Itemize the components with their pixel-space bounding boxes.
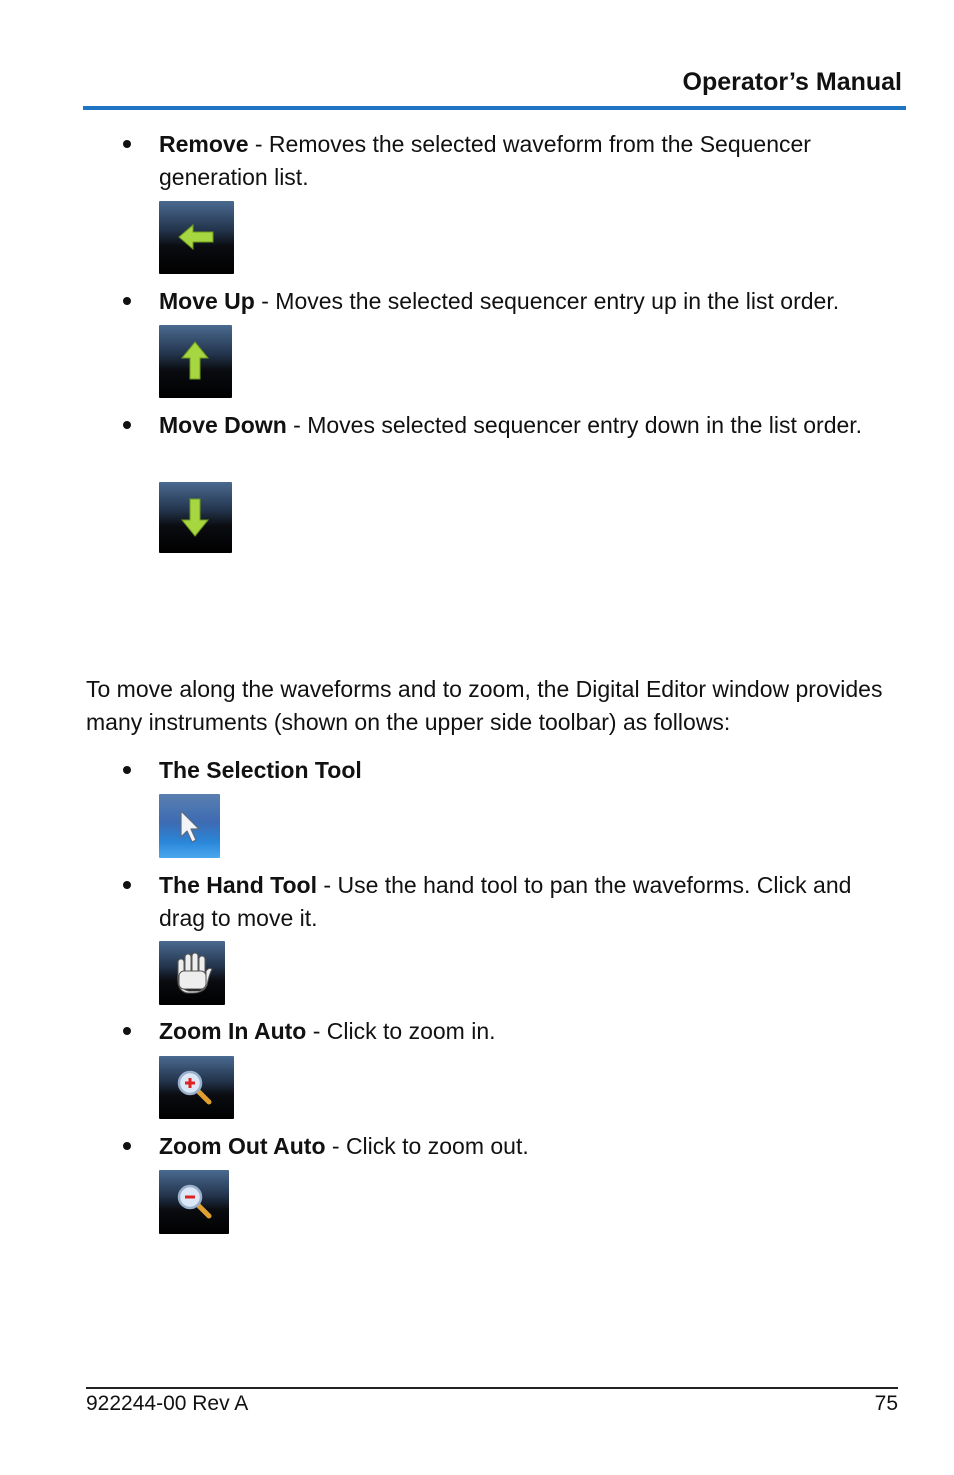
header-rule <box>83 106 906 110</box>
remove-button-icon <box>159 201 234 274</box>
bullet <box>123 881 131 889</box>
zoom-in-button-icon <box>159 1056 234 1119</box>
list-item-move-up <box>159 285 899 318</box>
item-term: Remove <box>159 131 249 157</box>
bullet <box>123 421 131 429</box>
item-term: The Selection Tool <box>159 757 362 783</box>
cursor-arrow-icon <box>159 794 220 858</box>
document-id: 922244-00 Rev A <box>86 1392 249 1415</box>
bullet <box>123 766 131 774</box>
bullet <box>123 297 131 305</box>
item-term: Zoom Out Auto <box>159 1133 326 1159</box>
item-description: - Click to zoom in. <box>306 1018 496 1044</box>
item-description: - Removes the selected waveform from the Sequencer generation list. <box>159 131 811 190</box>
move-down-button-icon <box>159 482 232 553</box>
arrow-up-icon <box>159 325 232 398</box>
zoom-out-button-icon <box>159 1170 229 1234</box>
bullet <box>123 1027 131 1035</box>
footer-rule <box>86 1387 898 1389</box>
item-description: - Click to zoom out. <box>325 1133 529 1159</box>
item-term: Move Up <box>159 288 255 314</box>
list-item-selection-tool <box>159 754 899 787</box>
running-header-title: Operator’s Manual <box>682 68 902 96</box>
move-up-button-icon <box>159 325 232 398</box>
item-term: Zoom In Auto <box>159 1018 307 1044</box>
intro-paragraph: To move along the waveforms and to zoom, the Digital Editor window provides many instruments (shown on the upper side toolbar) as follows: <box>86 676 883 735</box>
zoom-in-icon <box>159 1056 234 1119</box>
list-item-zoom-in <box>159 1015 899 1048</box>
bullet <box>123 1142 131 1150</box>
list-item-remove <box>159 128 899 193</box>
item-term: Move Down <box>159 412 287 438</box>
arrow-down-icon <box>159 482 232 553</box>
selection-tool-icon <box>159 794 220 858</box>
arrow-left-icon <box>159 201 234 274</box>
page-number: 75 <box>874 1392 898 1415</box>
item-term: The Hand Tool <box>159 872 318 898</box>
item-description: - Use the hand tool to pan the waveforms. Click and drag to move it. <box>159 872 852 931</box>
list-item-hand-tool <box>159 869 899 934</box>
list-item-move-down <box>159 409 899 442</box>
bullet <box>123 140 131 148</box>
zoom-out-icon <box>159 1170 229 1234</box>
hand-icon <box>159 941 225 1005</box>
item-description: - Moves selected sequencer entry down in the list order. <box>286 412 863 438</box>
list-item-zoom-out <box>159 1130 899 1163</box>
hand-tool-icon <box>159 941 225 1005</box>
item-description: - Moves the selected sequencer entry up in the list order. <box>254 288 840 314</box>
